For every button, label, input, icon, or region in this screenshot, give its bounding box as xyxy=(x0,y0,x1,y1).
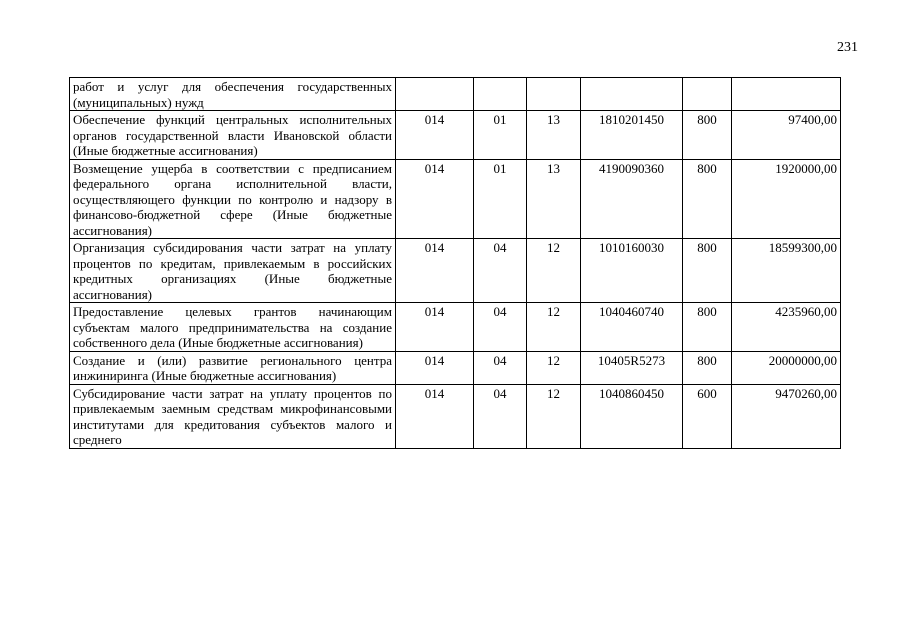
budget-table xyxy=(69,77,841,449)
subsection-code-cell xyxy=(527,78,581,111)
amount-cell: 97400,00 xyxy=(732,111,841,160)
table-row xyxy=(70,303,841,352)
row-name-cell: Возмещение ущерба в соответствии с предписанием федерального органа исполнительной власти, осуществляющего функции по контролю и надзору в финансово-бюджетной сфере (Иные бюджетные ассигнования) xyxy=(70,159,396,239)
ministry-code-cell: 014 xyxy=(396,111,474,160)
section-code-cell: 04 xyxy=(474,303,527,352)
row-name-cell: Организация субсидирования части затрат на уплату процентов по кредитам, привлекаемым в российских кредитных организациях (Иные бюджетные ассигнования) xyxy=(70,239,396,303)
section-code-cell: 04 xyxy=(474,384,527,448)
expense-type-cell: 800 xyxy=(683,111,732,160)
table-row xyxy=(70,78,841,111)
expense-type-cell: 800 xyxy=(683,351,732,384)
target-code-cell: 1010160030 xyxy=(581,239,683,303)
ministry-code-cell xyxy=(396,78,474,111)
ministry-code-cell: 014 xyxy=(396,384,474,448)
amount-cell: 4235960,00 xyxy=(732,303,841,352)
table-row xyxy=(70,159,841,239)
amount-cell: 9470260,00 xyxy=(732,384,841,448)
table-row xyxy=(70,111,841,160)
target-code-cell xyxy=(581,78,683,111)
expense-type-cell: 800 xyxy=(683,239,732,303)
subsection-code-cell: 13 xyxy=(527,111,581,160)
ministry-code-cell: 014 xyxy=(396,303,474,352)
section-code-cell xyxy=(474,78,527,111)
row-name-cell: Субсидирование части затрат на уплату процентов по привлекаемым заемным средствам микрофинансовыми институтами для кредитования субъектов малого и среднего xyxy=(70,384,396,448)
ministry-code-cell: 014 xyxy=(396,239,474,303)
subsection-code-cell: 12 xyxy=(527,239,581,303)
section-code-cell: 01 xyxy=(474,159,527,239)
section-code-cell: 04 xyxy=(474,351,527,384)
amount-cell xyxy=(732,78,841,111)
row-name-cell: работ и услуг для обеспечения государственных (муниципальных) нужд xyxy=(70,78,396,111)
section-code-cell: 01 xyxy=(474,111,527,160)
target-code-cell: 4190090360 xyxy=(581,159,683,239)
table-row xyxy=(70,239,841,303)
row-name-cell: Предоставление целевых грантов начинающим субъектам малого предпринимательства на создание собственного дела (Иные бюджетные ассигнования) xyxy=(70,303,396,352)
table-row xyxy=(70,351,841,384)
expense-type-cell xyxy=(683,78,732,111)
target-code-cell: 1810201450 xyxy=(581,111,683,160)
amount-cell: 20000000,00 xyxy=(732,351,841,384)
ministry-code-cell: 014 xyxy=(396,351,474,384)
section-code-cell: 04 xyxy=(474,239,527,303)
amount-cell: 1920000,00 xyxy=(732,159,841,239)
subsection-code-cell: 13 xyxy=(527,159,581,239)
target-code-cell: 1040860450 xyxy=(581,384,683,448)
row-name-cell: Создание и (или) развитие регионального центра инжиниринга (Иные бюджетные ассигнования) xyxy=(70,351,396,384)
row-name-cell: Обеспечение функций центральных исполнительных органов государственной власти Ивановской области (Иные бюджетные ассигнования) xyxy=(70,111,396,160)
expense-type-cell: 600 xyxy=(683,384,732,448)
table-row xyxy=(70,384,841,448)
target-code-cell: 1040460740 xyxy=(581,303,683,352)
amount-cell: 18599300,00 xyxy=(732,239,841,303)
subsection-code-cell: 12 xyxy=(527,303,581,352)
page-number: 231 xyxy=(837,40,858,55)
expense-type-cell: 800 xyxy=(683,303,732,352)
expense-type-cell: 800 xyxy=(683,159,732,239)
ministry-code-cell: 014 xyxy=(396,159,474,239)
target-code-cell: 10405R5273 xyxy=(581,351,683,384)
subsection-code-cell: 12 xyxy=(527,351,581,384)
subsection-code-cell: 12 xyxy=(527,384,581,448)
